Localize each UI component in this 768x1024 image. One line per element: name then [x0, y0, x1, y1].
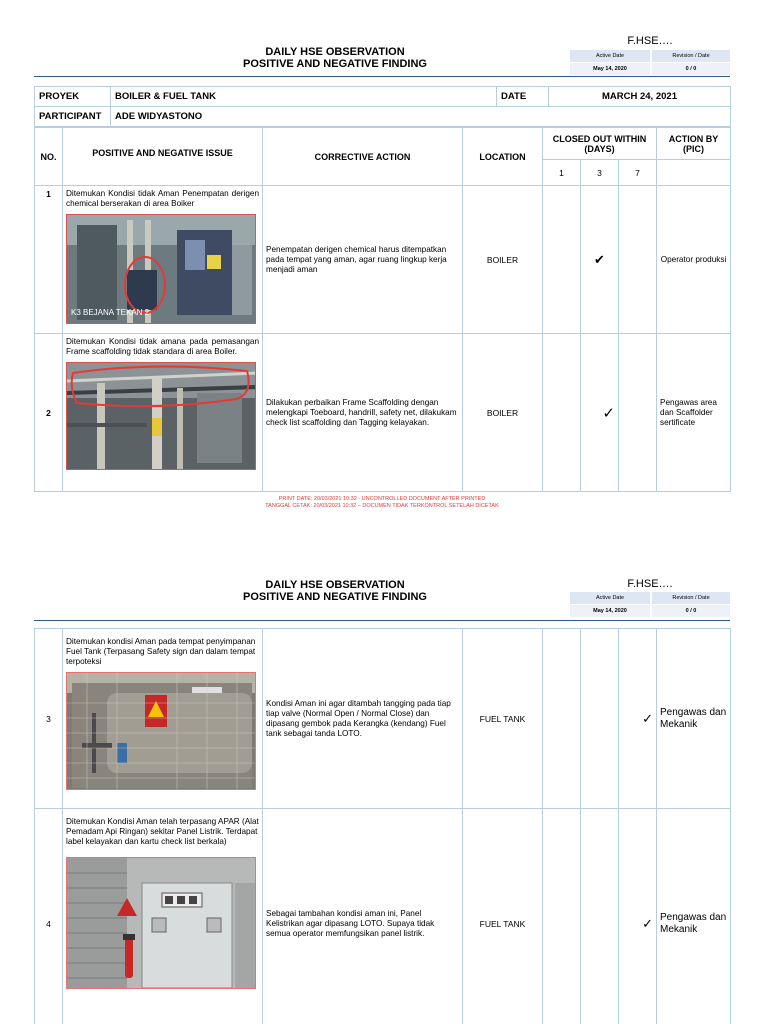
date-value: MARCH 24, 2021: [549, 87, 731, 107]
table-row: [35, 629, 731, 809]
pic-cell: Pengawas dan Mekanik: [657, 629, 731, 809]
check-icon: ✓: [581, 334, 619, 492]
issue-text: Ditemukan Kondisi tidak Aman Penempatan derigen chemical berserakan di area Boiker: [66, 189, 259, 208]
print-note: PRINT DATE: 20/03/2021 10:32 - UNCONTROLLED DOCUMENT AFTER PRINTED TANGGAL CETAK: 20/03/2021 10:32 – DOCUMEN TIDAK TERKONTROL SETELAH DICETAK: [265, 496, 499, 509]
table-row: [35, 186, 731, 334]
issue-cell: [63, 809, 263, 1024]
finding-photo: [66, 362, 256, 470]
date-label: DATE: [497, 87, 549, 107]
active-date-value: May 14, 2020: [570, 63, 650, 75]
issue-text: Ditemukan kondisi Aman pada tempat penyimpanan Fuel Tank (Terpasang Safety sign dan dalam tempat terpoteksi: [66, 637, 256, 666]
electrical-panel-photo: [67, 858, 256, 989]
meta-labels: [570, 50, 730, 62]
participant-label: PARTICIPANT: [35, 107, 111, 127]
meta-values: [570, 63, 730, 75]
check-icon: ✓: [619, 809, 657, 1024]
active-date-label: Active Date: [570, 50, 650, 62]
location-cell: FUEL TANK: [463, 629, 543, 809]
revision-value: 0 / 0: [652, 63, 730, 75]
row-number: 3: [35, 629, 63, 809]
issue-cell: [63, 186, 263, 334]
location-cell: BOILER: [463, 186, 543, 334]
finding-photo: [66, 857, 256, 989]
scaffolding-photo: [67, 363, 256, 470]
header-divider: [34, 76, 730, 77]
col-corrective: CORRECTIVE ACTION: [263, 128, 463, 186]
day-3: 3: [581, 160, 619, 186]
participant-value: ADE WIDYASTONO: [111, 107, 731, 127]
check-icon: ✔: [581, 186, 619, 334]
finding-photo: [66, 214, 256, 324]
participant-row: [35, 107, 731, 127]
check-icon: ✓: [619, 629, 657, 809]
page-title: DAILY HSE OBSERVATION POSITIVE AND NEGATIVE FINDING: [243, 46, 427, 70]
location-cell: BOILER: [463, 334, 543, 492]
findings-table: [34, 127, 731, 492]
issue-cell: [63, 629, 263, 809]
table-row: [35, 809, 731, 1024]
col-issue: POSITIVE AND NEGATIVE ISSUE: [63, 128, 263, 186]
col-location: LOCATION: [463, 128, 543, 186]
col-no: NO.: [35, 128, 63, 186]
corrective-cell: Dilakukan perbaikan Frame Scaffolding dengan melengkapi Toeboard, handrill, safety net, dilakukam check list scaffolding dan Tagging kelayakan.: [263, 334, 463, 492]
issue-text: Ditemukan Kondisi Aman telah terpasang APAR (Alat Pemadam Api Ringan) sekitar Panel Listrik. Terdapat label kelayakan dan kartu check list berkala): [66, 817, 259, 846]
corrective-cell: Kondisi Aman ini agar ditambah tangging pada tiap tiap valve (Normal Open / Normal Close) dan dipasang gembok pada Kerangka (kendang) Fuel tank sebagai tanda LOTO.: [263, 629, 463, 809]
project-label: PROYEK: [35, 87, 111, 107]
meta-values: [570, 605, 730, 617]
corrective-cell: Penempatan derigen chemical harus ditempatkan pada tempat yang aman, agar ruang lingkup kerja menjadi aman: [263, 186, 463, 334]
pic-cell: Pengawas area dan Scaffolder sertificate: [657, 334, 731, 492]
header-divider: [34, 620, 730, 621]
info-table: [34, 86, 731, 127]
pic-cell: Pengawas dan Mekanik: [657, 809, 731, 1024]
project-value: BOILER & FUEL TANK: [111, 87, 497, 107]
row-number: 4: [35, 809, 63, 1024]
form-code: F.HSE….: [627, 578, 673, 590]
row-number: 1: [35, 186, 63, 334]
revision-value: 0 / 0: [652, 605, 730, 617]
active-date-label: Active Date: [570, 592, 650, 604]
photo-caption: K3 BEJANA TEKAN 2: [71, 308, 150, 317]
col-action-by: ACTION BY (PIC): [657, 128, 731, 160]
corrective-cell: Sebagai tambahan kondisi aman ini, Panel Kelistrikan agar dipasang LOTO. Supaya tidak semua operator memfungsikan panel listrik.: [263, 809, 463, 1024]
revision-label: Revision / Date: [652, 50, 730, 62]
form-code: F.HSE….: [627, 35, 673, 47]
row-number: 2: [35, 334, 63, 492]
day-1: 1: [543, 160, 581, 186]
boiler-room-photo: [67, 215, 256, 324]
pic-cell: Operator produksi: [657, 186, 731, 334]
table-row: [35, 334, 731, 492]
day-7: 7: [619, 160, 657, 186]
revision-label: Revision / Date: [652, 592, 730, 604]
header-row: [35, 128, 731, 160]
col-closed-out: CLOSED OUT WITHIN (DAYS): [543, 128, 657, 160]
meta-labels: [570, 592, 730, 604]
location-cell: FUEL TANK: [463, 809, 543, 1024]
page-title: DAILY HSE OBSERVATION POSITIVE AND NEGATIVE FINDING: [243, 579, 427, 603]
fuel-tank-photo: [67, 673, 256, 790]
active-date-value: May 14, 2020: [570, 605, 650, 617]
issue-text: Ditemukan Kondisi tidak amana pada pemasangan Frame scaffolding tidak standara di area Boiler.: [66, 337, 259, 356]
findings-table-continued: [34, 628, 731, 1024]
issue-cell: [63, 334, 263, 492]
finding-photo: [66, 672, 256, 790]
project-row: [35, 87, 731, 107]
